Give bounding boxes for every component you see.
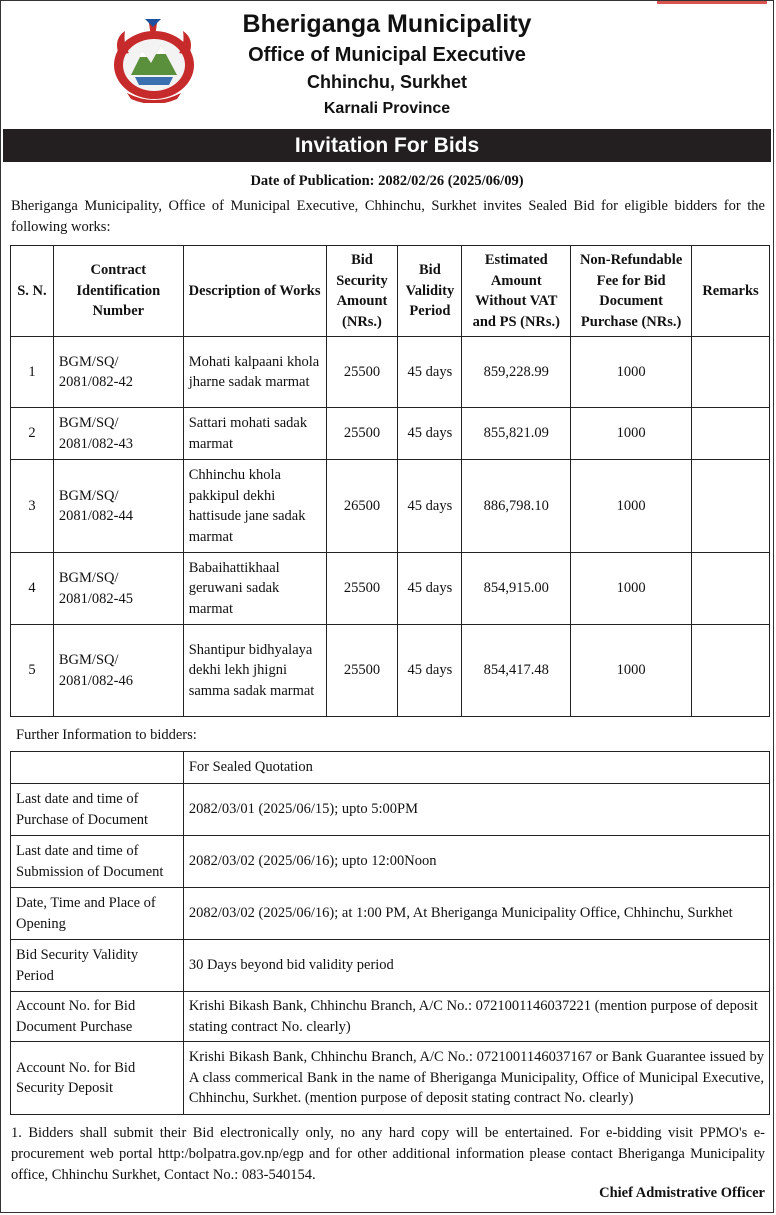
info-value: 2082/03/02 (2025/06/16); upto 12:00Noon: [183, 836, 769, 888]
cell-estimate: 855,821.09: [462, 408, 571, 460]
cell-validity: 45 days: [398, 625, 462, 717]
province-name: Karnali Province: [323, 100, 451, 117]
cell-sn: 2: [11, 408, 54, 460]
office-location: Chhinchu, Surkhet: [306, 72, 467, 92]
table-row: [11, 553, 770, 625]
table-row: [11, 1042, 770, 1115]
cell-remarks: [692, 408, 770, 460]
col-header-contract: Contract Identification Number: [53, 246, 183, 337]
info-value: 2082/03/01 (2025/06/15); upto 5:00PM: [183, 784, 769, 836]
cell-bid-security: 25500: [326, 337, 398, 408]
col-header-estimate: Estimated Amount Without VAT and PS (NRs.): [462, 246, 571, 337]
works-table: [10, 245, 770, 717]
e-bidding-note: 1. Bidders shall submit their Bid electronically only, no any hard copy will be entertained. For e-bidding visit PPMO's e-procurement web portal http:/bolpatra.gov.np/egp and for other additional information please contact Bheriganga Municipality office, Chhinchu Surkhet, Contact No.: 083-540154.: [11, 1125, 765, 1183]
info-header-value: For Sealed Quotation: [183, 752, 769, 784]
cell-bid-security: 25500: [326, 408, 398, 460]
col-header-description: Description of Works: [183, 246, 326, 337]
table-row: [11, 888, 770, 940]
cell-validity: 45 days: [398, 460, 462, 553]
cell-description: Sattari mohati sadak marmat: [183, 408, 326, 460]
cell-fee: 1000: [571, 408, 692, 460]
info-header-empty-cell: [11, 752, 184, 784]
table-row: [11, 625, 770, 717]
cell-fee: 1000: [571, 553, 692, 625]
cell-description: Babaihattikhaal geruwani sadak marmat: [183, 553, 326, 625]
cell-validity: 45 days: [398, 408, 462, 460]
info-label: Last date and time of Submission of Document: [11, 836, 184, 888]
table-row: [11, 940, 770, 992]
cell-description: Chhinchu khola pakkipul dekhi hattisude jane sadak marmat: [183, 460, 326, 553]
cell-contract: BGM/SQ/ 2081/082-45: [53, 553, 183, 625]
col-header-validity: Bid Validity Period: [398, 246, 462, 337]
cell-contract: BGM/SQ/ 2081/082-44: [53, 460, 183, 553]
info-value: 2082/03/02 (2025/06/16); at 1:00 PM, At Bheriganga Municipality Office, Chhinchu, Surkhet: [183, 888, 769, 940]
org-name: Bheriganga Municipality: [242, 10, 532, 38]
cell-fee: 1000: [571, 460, 692, 553]
cell-bid-security: 25500: [326, 553, 398, 625]
cell-remarks: [692, 625, 770, 717]
works-table-header-row: [11, 246, 770, 337]
cell-remarks: [692, 460, 770, 553]
cell-estimate: 854,915.00: [462, 553, 571, 625]
cell-fee: 1000: [571, 625, 692, 717]
cell-contract: BGM/SQ/ 2081/082-46: [53, 625, 183, 717]
info-value: Krishi Bikash Bank, Chhinchu Branch, A/C No.: 0721001146037221 (mention purpose of deposit stating contract No. clearly): [183, 992, 769, 1042]
info-header-row: [11, 752, 770, 784]
publication-date: Date of Publication: 2082/02/26 (2025/06/09): [250, 173, 524, 189]
info-label: Account No. for Bid Document Purchase: [11, 992, 184, 1042]
cell-sn: 1: [11, 337, 54, 408]
cell-sn: 4: [11, 553, 54, 625]
info-label: Last date and time of Purchase of Document: [11, 784, 184, 836]
cell-estimate: 854,417.48: [462, 625, 571, 717]
cell-contract: BGM/SQ/ 2081/082-43: [53, 408, 183, 460]
info-label: Bid Security Validity Period: [11, 940, 184, 992]
bidder-info-table: [10, 751, 770, 1115]
cell-description: Mohati kalpaani khola jharne sadak marmat: [183, 337, 326, 408]
col-header-remarks: Remarks: [692, 246, 770, 337]
cell-sn: 5: [11, 625, 54, 717]
header-titles: [1, 7, 773, 123]
table-row: [11, 408, 770, 460]
cell-validity: 45 days: [398, 553, 462, 625]
cell-estimate: 886,798.10: [462, 460, 571, 553]
cell-estimate: 859,228.99: [462, 337, 571, 408]
notice-header: [1, 1, 773, 127]
info-label: Date, Time and Place of Opening: [11, 888, 184, 940]
cell-description: Shantipur bidhyalaya dekhi lekh jhigni samma sadak marmat: [183, 625, 326, 717]
info-value: Krishi Bikash Bank, Chhinchu Branch, A/C No.: 0721001146037167 or Bank Guarantee issued by A class commerical Bank in the name of Bheriganga Municipality, Office of Municipal Executive, Chhinchu, Surkhet. (mention purpose of deposit stating contract No. clearly): [183, 1042, 769, 1115]
cell-fee: 1000: [571, 337, 692, 408]
intro-paragraph: Bheriganga Municipality, Office of Municipal Executive, Chhinchu, Surkhet invites Sealed Bid for eligible bidders for the following works:: [11, 198, 765, 235]
table-row: [11, 337, 770, 408]
cell-validity: 45 days: [398, 337, 462, 408]
info-label: Account No. for Bid Security Deposit: [11, 1042, 184, 1115]
table-row: [11, 836, 770, 888]
signature-title: Chief Admistrative Officer: [599, 1185, 765, 1201]
office-name: Office of Municipal Executive: [248, 44, 526, 66]
cell-bid-security: 25500: [326, 625, 398, 717]
col-header-bid-security: Bid Security Amount (NRs.): [326, 246, 398, 337]
further-info-label: Further Information to bidders:: [16, 727, 197, 743]
table-row: [11, 460, 770, 553]
info-value: 30 Days beyond bid validity period: [183, 940, 769, 992]
cell-contract: BGM/SQ/ 2081/082-42: [53, 337, 183, 408]
col-header-sn: S. N.: [11, 246, 54, 337]
notice-title-banner: Invitation For Bids: [3, 129, 771, 162]
table-row: [11, 992, 770, 1042]
table-row: [11, 784, 770, 836]
cell-bid-security: 26500: [326, 460, 398, 553]
cell-sn: 3: [11, 460, 54, 553]
col-header-fee: Non-Refundable Fee for Bid Document Purchase (NRs.): [571, 246, 692, 337]
cell-remarks: [692, 337, 770, 408]
cell-remarks: [692, 553, 770, 625]
